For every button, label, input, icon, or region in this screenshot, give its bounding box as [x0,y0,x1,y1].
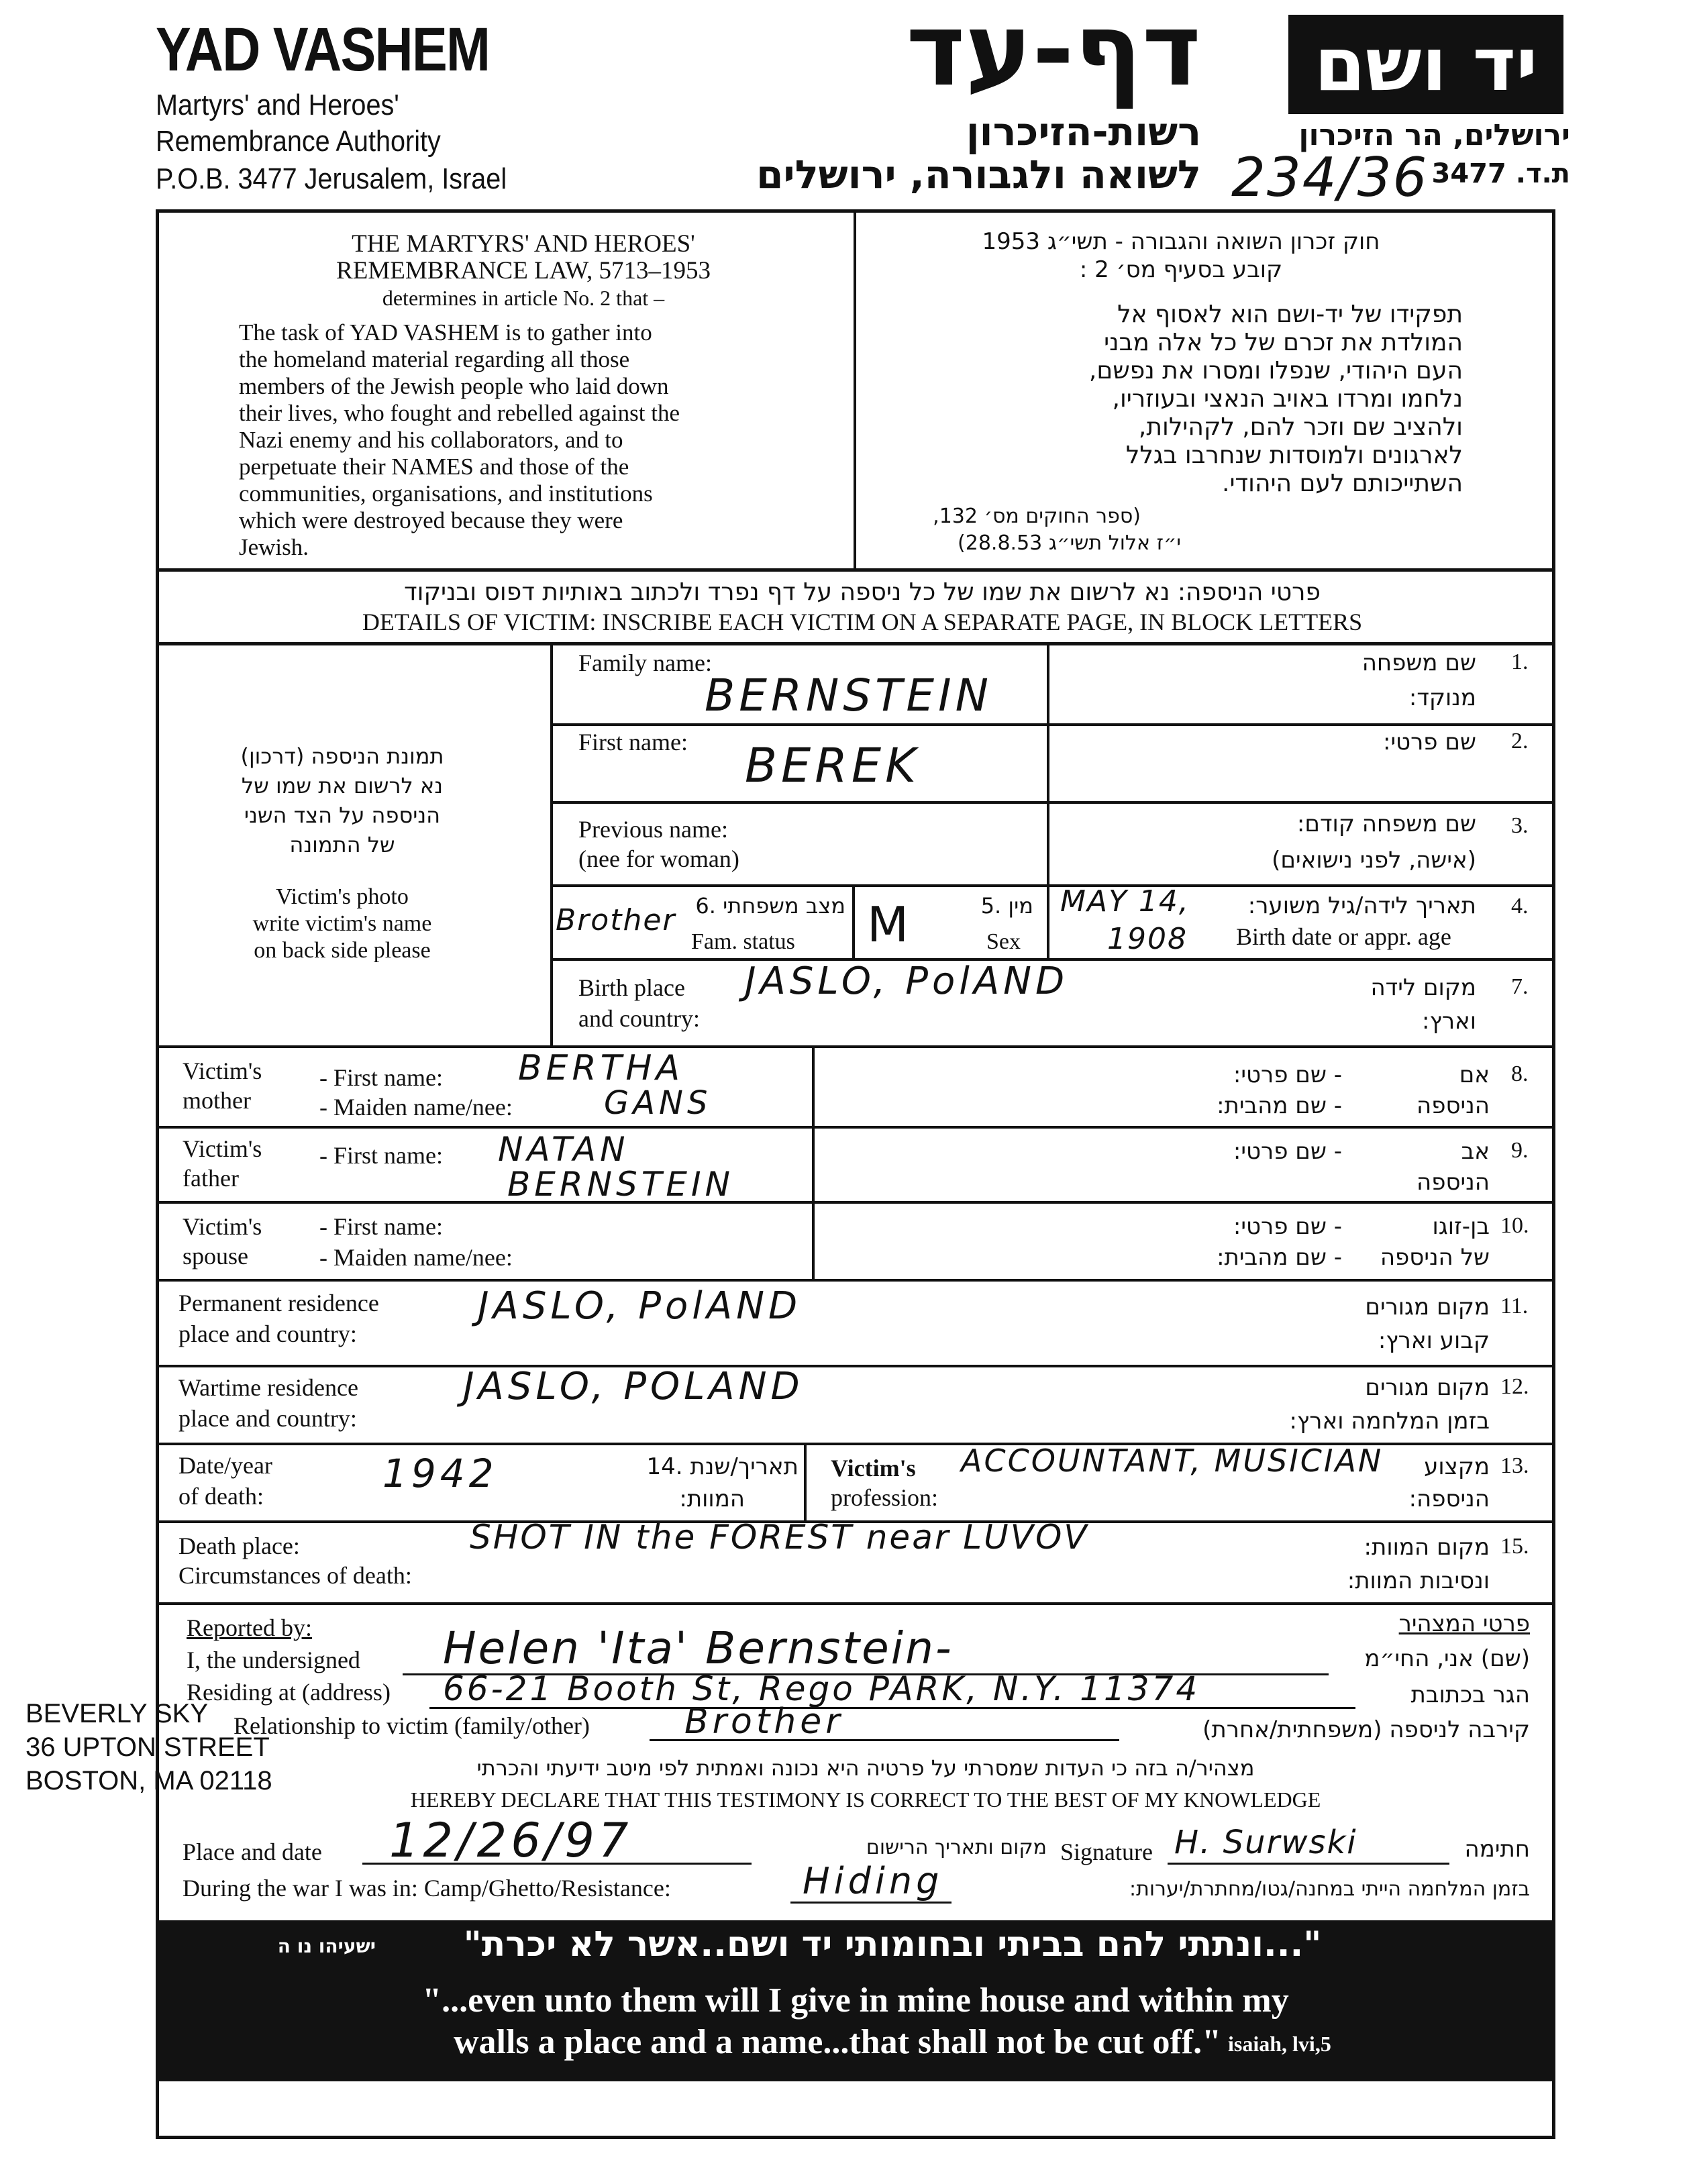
spouse-label: Victim's [183,1213,262,1240]
mother-first-label: - First name: [319,1064,443,1091]
sex-value[interactable]: M [867,896,913,953]
place-date-heb: מקום ותאריך הרישום [866,1836,1047,1859]
declare-heb: מצהיר/ה בזה כי העדות שמסרתי על פרטיה היא נכונה ואמתית לפי מיטב ידיעתי והכרתי [476,1755,1255,1781]
death-date-label-2: of death: [178,1483,264,1510]
spouse-heb: בן-זוגו [1432,1213,1490,1240]
wartime-residence-heb: מקום מגורים [1365,1374,1490,1401]
perm-residence-heb: מקום מגורים [1365,1294,1490,1320]
family-name-label: Family name: [578,649,712,676]
first-name-value[interactable]: BEREK [745,738,921,793]
law-text-line: the homeland material regarding all those [239,346,630,372]
law-text-line: communities, organisations, and institutions [239,480,653,507]
wartime-residence-heb-2: בזמן המלחמה וארץ: [1289,1408,1490,1435]
war-location-heb: בזמן המלחמה הייתי במחנה/גטו/מחתרת/יערות: [1129,1877,1530,1901]
father-last-value[interactable]: BERNSTEIN [507,1165,735,1204]
org-name: YAD VASHEM [156,15,490,84]
birth-place-label: Birth place [578,974,685,1001]
father-heb-2: הניספה [1417,1169,1490,1196]
field-number: 3. [1511,813,1529,838]
law-heb-title-2: קובע בסעיף מס׳ 2 : [1079,256,1283,283]
fam-status-heb: מצב משפחתי .6 [695,893,845,919]
relationship-label: Relationship to victim (family/other) [234,1712,590,1739]
wartime-residence-label: Wartime residence [178,1374,358,1401]
grid-line [156,1365,1555,1367]
law-heb-line: השתייכותם לעם היהודי. [1222,470,1463,497]
death-date-value[interactable]: 1942 [382,1451,498,1496]
grid-line [550,801,1555,804]
hebrew-subtitle-2: לשואה ולגבורה, ירושלים [756,152,1201,197]
yad-vashem-logo: יד ושם [1288,15,1563,114]
family-name-heb-2: מנוקד: [1408,684,1476,711]
photo-en-line: write victim's name [252,911,432,936]
perm-residence-label-2: place and country: [178,1320,357,1347]
undersigned-label: I, the undersigned [187,1647,360,1673]
grid-line [550,723,1555,726]
reporter-title-heb: פרטי המצהיר [1398,1610,1530,1637]
profession-value[interactable]: ACCOUNTANT, MUSICIAN [961,1443,1384,1479]
field-number: 7. [1511,974,1529,999]
residing-value[interactable]: 66-21 Booth St, Rego PARK, N.Y. 11374 [443,1669,1200,1708]
grid-line [550,884,1555,887]
field-number: 9. [1511,1138,1529,1163]
father-heb-first: - שם פרטי: [1233,1138,1342,1165]
spouse-heb-2: של הניספה [1380,1244,1490,1271]
father-first-value[interactable]: NATAN [498,1130,629,1169]
law-heb-ref-1: (ספר החוקים מס׳ 132, [933,505,1141,528]
birth-place-label-2: and country: [578,1005,700,1032]
reporter-title: Reported by: [187,1614,312,1641]
field-number: 2. [1511,729,1529,753]
profession-label-2: profession: [831,1484,938,1511]
mother-heb-first: - שם פרטי: [1233,1061,1342,1088]
father-label-2: father [183,1165,239,1192]
fam-status-label: Fam. status [691,929,795,954]
grid-line [156,1279,1555,1282]
details-en: DETAILS OF VICTIM: INSCRIBE EACH VICTIM ON A SEPARATE PAGE, IN BLOCK LETTERS [362,609,1363,635]
mother-first-value[interactable]: BERTHA [518,1048,684,1088]
perm-residence-value[interactable]: JASLO, PolAND [478,1284,802,1328]
photo-heb-line: תמונת הניספה (דרכון) [240,743,444,769]
footer-hebrew-quote: "...ונתתי להם בביתי ובחומותי יד ושם..אשר לא יכרת" [463,1924,1322,1965]
death-place-heb-2: ונסיבות המוות: [1347,1567,1490,1594]
signature-heb: חתימה [1464,1836,1530,1863]
file-number: 234/36 [1231,146,1429,209]
perm-residence-label: Permanent residence [178,1290,379,1316]
field-number: 11. [1500,1294,1529,1318]
mother-maiden-label: - Maiden name/nee: [319,1094,513,1121]
grid-line [812,1045,815,1279]
mother-heb-maiden: - שם מהבית: [1217,1092,1342,1119]
field-number: 12. [1500,1374,1529,1399]
photo-heb-line: נא לרשום את שמו של [241,773,444,798]
sex-label: Sex [986,929,1021,954]
footer-english-ref: isaiah, lvi,5 [1228,2032,1331,2056]
death-date-heb-2: המוות: [679,1486,745,1512]
field-number: 15. [1500,1534,1529,1559]
spouse-first-label: - First name: [319,1213,443,1240]
fam-status-value[interactable]: Brother [556,903,676,937]
hebrew-pob: ת.ד. 3477 [1431,158,1570,189]
law-heb-line: המולדת את זכרם של כל אלה מבני [1104,329,1463,356]
org-subtitle-2: Remembrance Authority [156,125,441,158]
declare-en: HEREBY DECLARE THAT THIS TESTIMONY IS CORRECT TO THE BEST OF MY KNOWLEDGE [410,1787,1321,1812]
hebrew-title: דף-עד [906,0,1201,109]
grid-line [156,1602,1555,1605]
law-title-3: determines in article No. 2 that – [382,286,665,310]
mother-label-2: mother [183,1087,251,1114]
war-location-value[interactable]: Hiding [803,1860,943,1902]
law-text-line: members of the Jewish people who laid down [239,373,669,399]
father-heb: אב [1461,1138,1490,1165]
footer-english-quote-1: "...even unto them will I give in mine house and within my [422,1981,1289,2020]
place-date-value[interactable]: 12/26/97 [389,1813,633,1868]
previous-name-label-2: (nee for woman) [578,845,739,872]
family-name-value[interactable]: BERNSTEIN [705,670,992,721]
spouse-maiden-label: - Maiden name/nee: [319,1244,513,1271]
stamp-line: BOSTON, MA 02118 [25,1766,272,1796]
details-heb: פרטי הניספה: נא לרשום את שמו של כל ניספה על דף נפרד ולכתוב באותיות דפוס ובניקוד [404,578,1321,606]
birth-place-heb: מקום לידה [1370,974,1476,1001]
grid-line [156,1126,1555,1129]
previous-name-label: Previous name: [578,816,728,843]
photo-heb-line: של התמונה [289,832,395,857]
footer-hebrew-ref: ישעיהו נו ה [277,1935,376,1957]
grid-line [852,884,855,958]
law-text-line: Nazi enemy and his collaborators, and to [239,427,623,453]
birth-date-heb: תאריך לידה/גיל משוער: [1247,892,1476,919]
grid-line [156,1045,1555,1048]
wartime-residence-label-2: place and country: [178,1405,357,1432]
birth-place-heb-2: וארץ: [1422,1008,1476,1035]
law-divider [854,209,856,572]
death-place-label-2: Circumstances of death: [178,1562,412,1589]
org-address: P.O.B. 3477 Jerusalem, Israel [156,162,507,195]
perm-residence-heb-2: קבוע וארץ: [1378,1327,1490,1354]
grid-line [1047,643,1049,884]
law-text-line: which were destroyed because they were [239,507,623,533]
hebrew-subtitle-1: רשות-הזיכרון [966,109,1201,154]
sex-heb: מין .5 [980,893,1033,919]
death-date-heb: תאריך/שנת .14 [646,1453,799,1480]
mother-heb: אם [1459,1061,1490,1088]
previous-name-heb: שם משפחה קודם: [1296,811,1476,837]
grid-line [804,1443,807,1520]
grid-line [1047,884,1049,958]
law-heb-title-1: חוק זכרון השואה והגבורה - תשי״ג 1953 [982,228,1380,255]
first-name-heb: שם פרטי: [1383,729,1476,756]
photo-en-line: on back side please [254,938,431,963]
death-place-heb: מקום המוות: [1364,1534,1490,1561]
profession-label: Victim's [831,1455,916,1481]
photo-en-line: Victim's photo [276,884,409,909]
undersigned-heb: (שם) אני, החי״מ [1364,1645,1530,1672]
birth-date-label: Birth date or appr. age [1236,923,1451,950]
mother-heb-2: הניספה [1417,1092,1490,1119]
signature-value[interactable]: H. Surwski [1174,1824,1357,1861]
stamp-line: BEVERLY SKY [25,1699,208,1728]
place-date-label: Place and date [183,1838,322,1865]
field-number: 4. [1511,894,1529,919]
law-heb-line: העם היהודי, שנפלו ומסרו את נפשם, [1088,357,1463,384]
wartime-residence-value[interactable]: JASLO, POLAND [463,1365,804,1408]
first-name-label: First name: [578,729,688,756]
profession-heb: מקצוע [1424,1453,1490,1480]
law-title-2: REMEMBRANCE LAW, 5713–1953 [336,257,711,284]
profession-heb-2: הניספה: [1408,1486,1490,1512]
field-number: 1. [1511,649,1529,674]
law-text-line: their lives, who fought and rebelled against the [239,400,680,426]
law-heb-line: נלחמו ומרדו באויב הנאצי ובעוזריו, [1112,385,1463,413]
father-label: Victim's [183,1135,262,1162]
residing-label: Residing at (address) [187,1679,391,1706]
signature-label: Signature [1060,1838,1153,1865]
law-title-1: THE MARTYRS' AND HEROES' [352,230,695,258]
birth-date-value-2[interactable]: 1908 [1107,922,1188,956]
war-location-label: During the war I was in: Camp/Ghetto/Resistance: [183,1875,671,1902]
spouse-heb-first: - שם פרטי: [1233,1213,1342,1240]
family-name-heb: שם משפחה [1361,649,1476,676]
death-place-label: Death place: [178,1532,300,1559]
previous-name-heb-2: (אישה, לפני נישואים) [1272,847,1476,874]
field-number: 10. [1500,1213,1529,1238]
undersigned-value[interactable]: Helen 'Ita' Bernstein- [443,1622,954,1674]
mother-maiden-value[interactable]: GANS [604,1084,712,1122]
footer-english-quote-2: walls a place and a name...that shall not be cut off." [453,2023,1221,2061]
death-date-label: Date/year [178,1452,272,1479]
mother-label: Victim's [183,1057,262,1084]
law-text-line: perpetuate their NAMES and those of the [239,454,629,480]
residing-heb: הגר בכתובת [1410,1681,1530,1708]
spouse-label-2: spouse [183,1243,248,1269]
field-number: 13. [1500,1453,1529,1478]
grid-line [550,643,553,1045]
law-heb-line: ולהציב שם וזכר להם, לקהילות, [1138,413,1463,441]
law-heb-ref-2: י״ז אלול תשי״ג 28.8.53) [958,531,1181,555]
birth-date-value-1[interactable]: MAY 14, [1060,884,1190,919]
relationship-value[interactable]: Brother [684,1702,844,1742]
hebrew-address: ירושלים, הר הזיכרון [1298,118,1570,152]
grid-line [156,1201,1555,1204]
photo-heb-line: הניספה על הצד השני [244,802,441,828]
spouse-heb-maiden: - שם מהבית: [1217,1244,1342,1271]
death-place-value[interactable]: SHOT IN the FOREST near LUVOV [470,1518,1089,1557]
field-number: 8. [1511,1061,1529,1086]
law-text-line: The task of YAD VASHEM is to gather into [239,319,652,346]
law-heb-line: תפקידו של יד-ושם הוא לאסוף אל [1117,301,1463,328]
law-heb-line: לארגונים ולמוסדות שנחרבו בגלל [1125,441,1463,469]
law-text-line: Jewish. [239,534,309,560]
stamp-line: 36 UPTON STREET [25,1732,270,1762]
birth-place-value[interactable]: JASLO, PolAND [745,959,1069,1003]
father-first-label: - First name: [319,1142,443,1169]
signature-line [1168,1863,1449,1865]
org-subtitle-1: Martyrs' and Heroes' [156,89,399,121]
relationship-heb: קירבה לניספה (משפחתית/אחרת) [1202,1716,1530,1743]
